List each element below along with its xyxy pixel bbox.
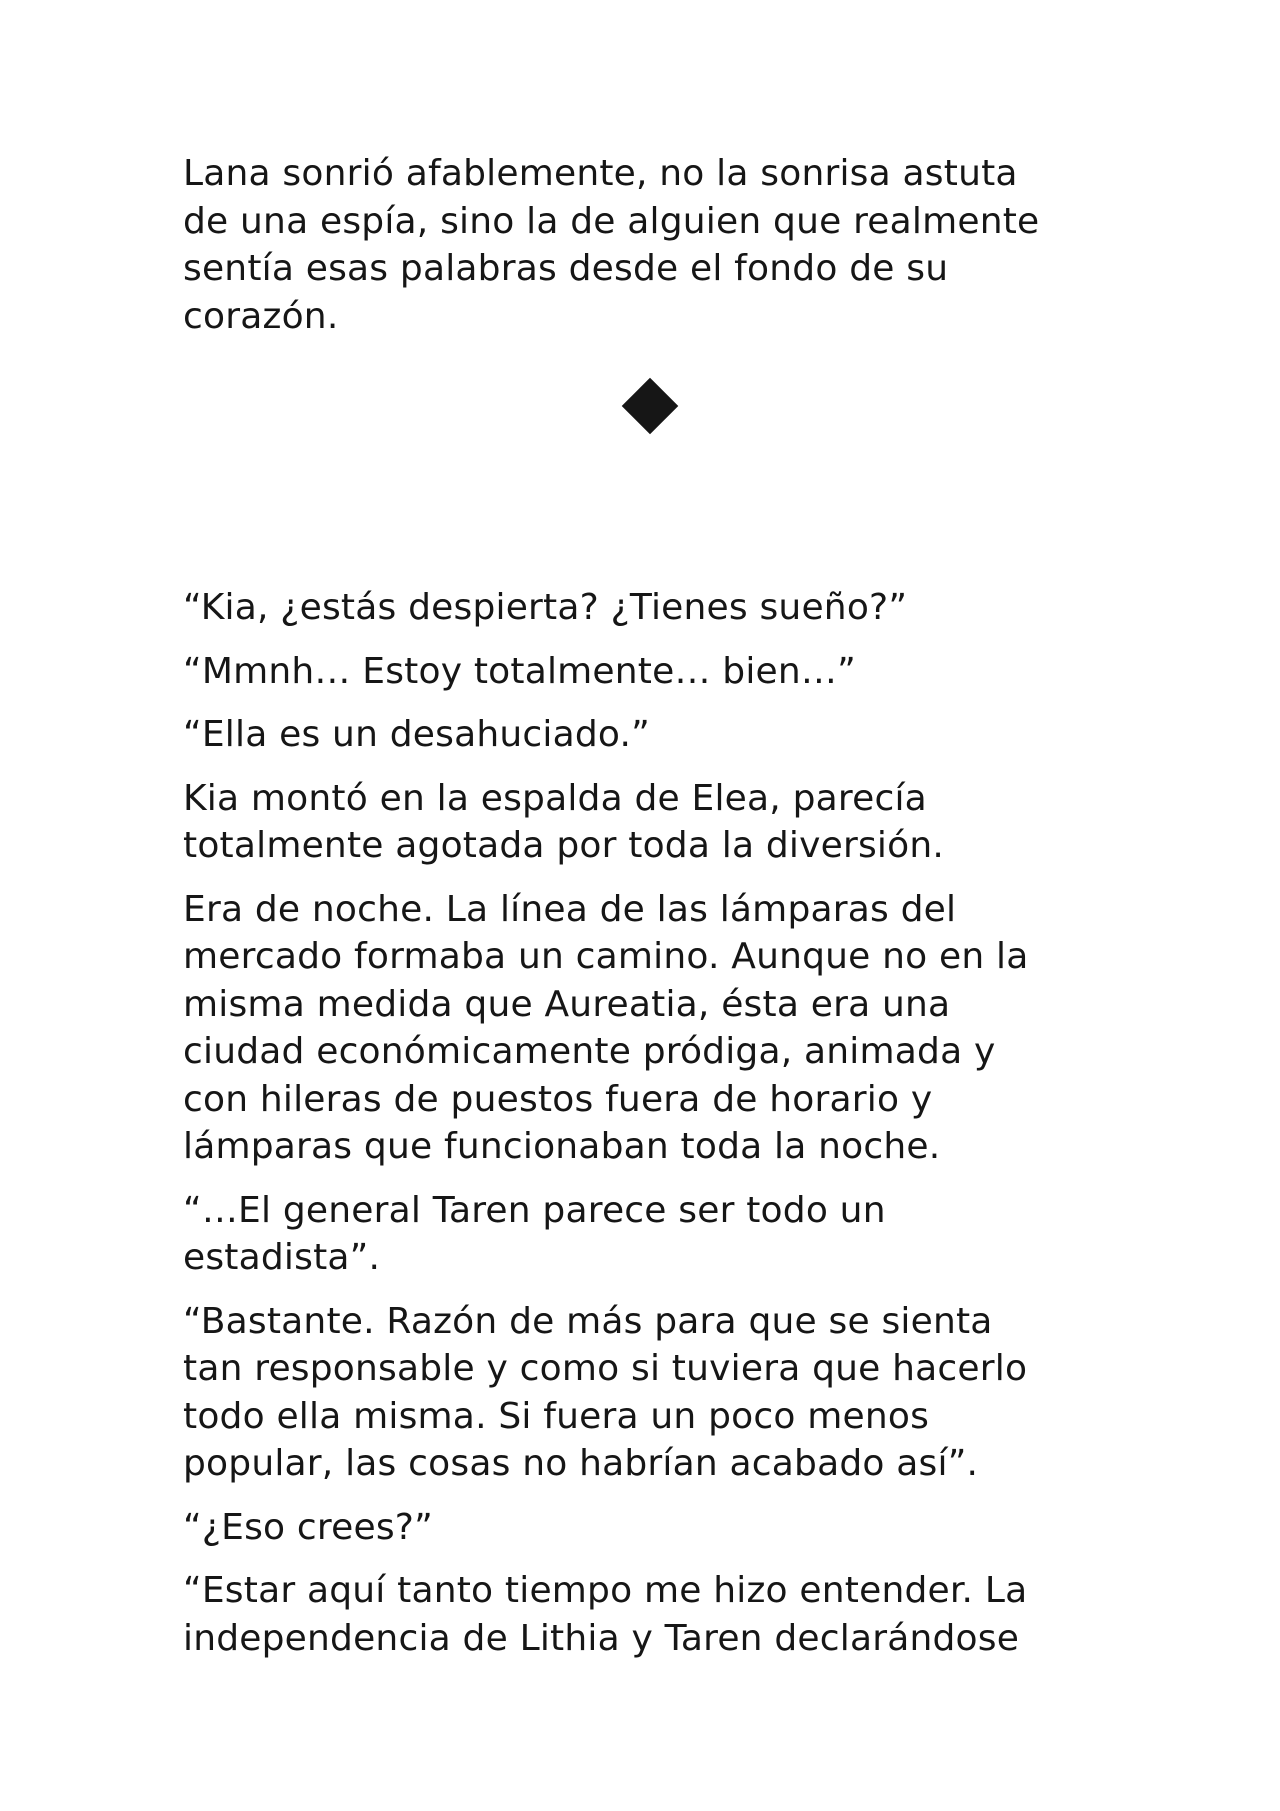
section-separator (183, 376, 1113, 436)
paragraph: Kia montó en la espalda de Elea, parecía totalmente agotada por toda la diversión. (183, 777, 945, 866)
dialogue-line: “Mmnh… Estoy totalmente… bien…” (183, 650, 856, 692)
paragraph: Era de noche. La línea de las lámparas del mercado formaba un camino. Aunque no en la misma medida que Aureatia, ésta era una ciudad económicamente pródiga, animada y con hileras de puestos fuera de horario y lámparas que funcionaban toda la noche. (183, 888, 1029, 1167)
diamond-icon (622, 378, 679, 435)
dialogue-line: “¿Eso crees?” (183, 1506, 433, 1548)
paragraph: Lana sonrió afablemente, no la sonrisa astuta de una espía, sino la de alguien que realmente sentía esas palabras desde el fondo de su corazón. (183, 153, 1040, 337)
dialogue-line: “Kia, ¿estás despierta? ¿Tienes sueño?” (183, 587, 908, 628)
dialogue-line: “Bastante. Razón de más para que se sienta tan responsable y como si tuviera que hacerlo todo ella misma. Si fuera un poco menos popular, las cosas no habrían acabado así”. (183, 1300, 1028, 1484)
document-page (183, 150, 1113, 1678)
text-block (183, 584, 1113, 1662)
dialogue-line: “Estar aquí tanto tiempo me hizo entender. La independencia de Lithia y Taren declarándose (183, 1570, 1028, 1659)
dialogue-line: “Ella es un desahuciado.” (183, 714, 650, 755)
dialogue-line: “…El general Taren parece ser todo un estadista”. (183, 1189, 886, 1278)
